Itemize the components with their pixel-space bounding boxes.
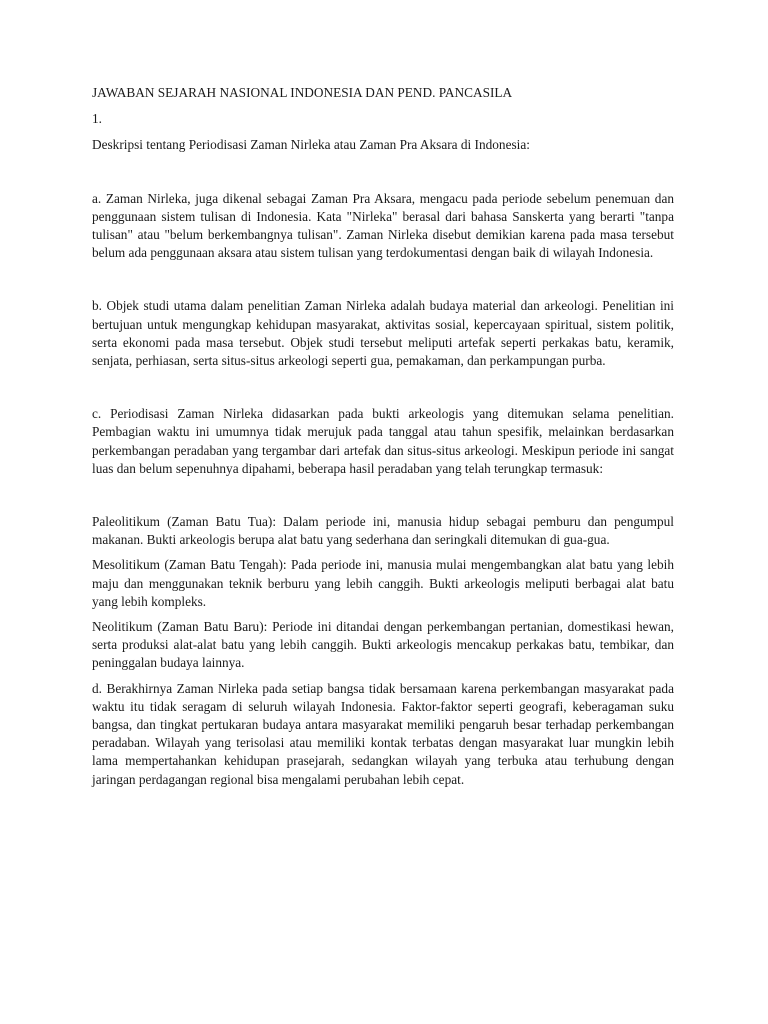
- paragraph-paleolitikum: Paleolitikum (Zaman Batu Tua): Dalam periode ini, manusia hidup sebagai pemburu dan pengumpul makanan. Bukti arkeologis berupa alat batu yang sederhana dan seringkali ditemukan di gua-gua.: [92, 514, 674, 548]
- paragraph-c: c. Periodisasi Zaman Nirleka didasarkan pada bukti arkeologis yang ditemukan selama penelitian. Pembagian waktu ini umumnya tidak merujuk pada tanggal atau tahun spesifik, melainkan berdasarkan perkembangan peradaban yang tergambar dari artefak dan situs-situs arkeologi. Meskipun periode ini sangat luas dan belum sepenuhnya dipahami, beberapa hasil peradaban yang telah terungkap termasuk:: [92, 406, 674, 476]
- paragraph-neolitikum: Neolitikum (Zaman Batu Baru): Periode ini ditandai dengan perkembangan pertanian, domestikasi hewan, serta produksi alat-alat batu yang lebih canggih. Bukti arkeologis mencakup perkakas batu, tembikar, dan peninggalan budaya lainnya.: [92, 619, 674, 671]
- question-number: 1.: [92, 111, 102, 127]
- section-intro: Deskripsi tentang Periodisasi Zaman Nirleka atau Zaman Pra Aksara di Indonesia:: [92, 137, 530, 153]
- paragraph-mesolitikum: Mesolitikum (Zaman Batu Tengah): Pada periode ini, manusia mulai mengembangkan alat batu yang lebih maju dan menggunakan teknik berburu yang lebih canggih. Bukti arkeologis meliputi berbagai alat batu yang lebih kompleks.: [92, 557, 674, 609]
- document-title: JAWABAN SEJARAH NASIONAL INDONESIA DAN PEND. PANCASILA: [92, 85, 513, 100]
- document-page: [92, 84, 674, 789]
- paragraph-a: a. Zaman Nirleka, juga dikenal sebagai Zaman Pra Aksara, mengacu pada periode sebelum penemuan dan penggunaan sistem tulisan di Indonesia. Kata "Nirleka" berasal dari bahasa Sanskerta yang berarti "tanpa tulisan" atau "belum berkembangnya tulisan". Zaman Nirleka disebut demikian karena pada masa tersebut belum ada penggunaan aksara atau sistem tulisan yang terdokumentasi dengan baik di wilayah Indonesia.: [92, 190, 674, 261]
- paragraph-d: d. Berakhirnya Zaman Nirleka pada setiap bangsa tidak bersamaan karena perkembangan masyarakat pada waktu itu tidak seragam di seluruh wilayah Indonesia. Faktor-faktor seperti geografi, keberagaman suku bangsa, dan tingkat pertukaran budaya antara masyarakat memiliki pengaruh besar terhadap perkembangan peradaban. Wilayah yang terisolasi atau memiliki kontak terbatas dengan masyarakat luar mungkin lebih lama mempertahankan kehidupan prasejarah, sedangkan wilayah yang terbuka atau terhubung dengan jaringan perdagangan regional bisa mengalami perubahan lebih cepat.: [92, 680, 674, 787]
- paragraph-b: b. Objek studi utama dalam penelitian Zaman Nirleka adalah budaya material dan arkeologi. Penelitian ini bertujuan untuk mengungkap kehidupan masyarakat, aktivitas sosial, kepercayaan spiritual, sistem politik, serta ekonomi pada masa tersebut. Objek studi tersebut meliputi artefak seperti perkakas batu, keramik, senjata, perhiasan, serta situs-situs arkeologi seperti gua, pemakaman, dan perkampungan purba.: [92, 298, 674, 369]
